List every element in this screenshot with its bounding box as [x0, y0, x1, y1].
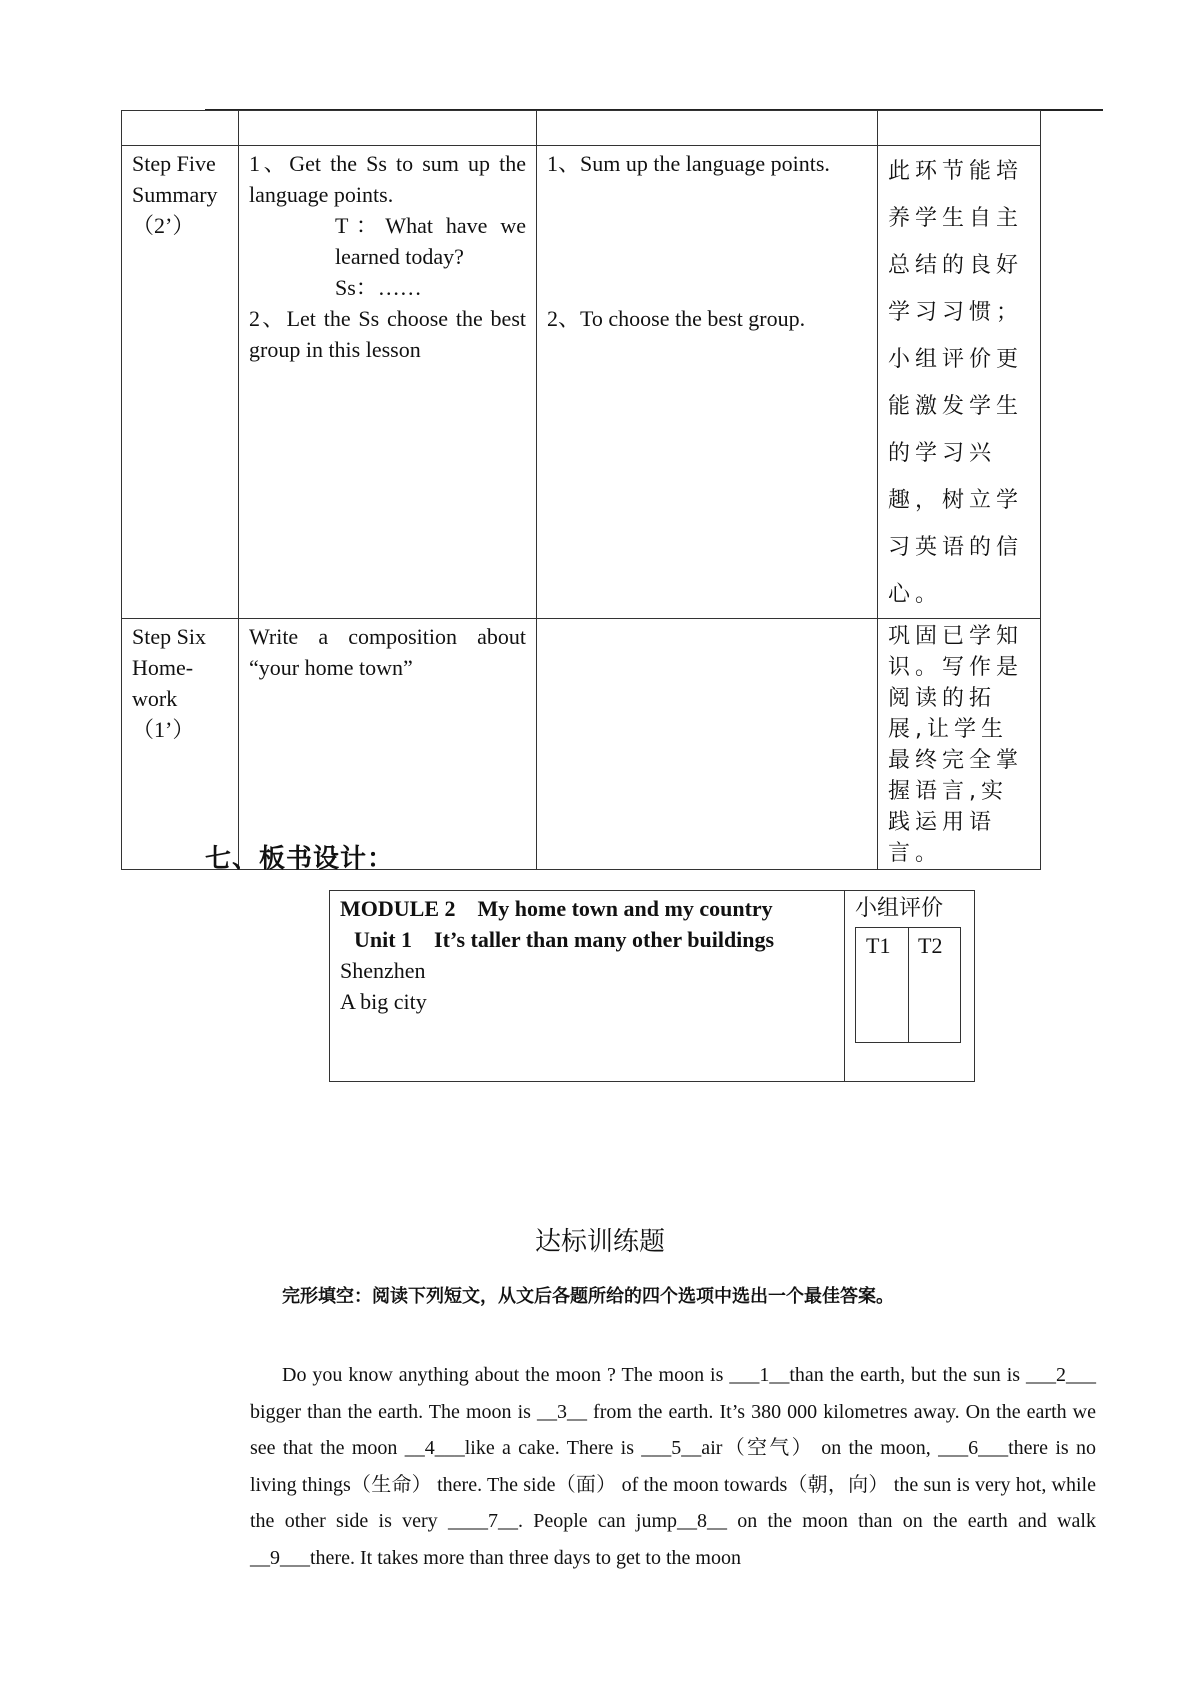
section-title: 七、板书设计： [205, 844, 395, 874]
teacher-activity: Write a composition about “your home town” [239, 619, 537, 870]
group-eval-title: 小组评价 [855, 896, 944, 921]
board-line: Shenzhen [340, 958, 426, 983]
team-label: T1 [866, 933, 891, 958]
table-row-step-five [122, 146, 1041, 619]
divider [908, 928, 909, 1042]
table-cell [239, 111, 537, 146]
table-cell [122, 111, 239, 146]
team-label: T2 [918, 933, 943, 958]
design-purpose: 巩固已学知识。写作是阅读的拓展,让学生最终完全掌握语言,实践运用语言。 [878, 619, 1041, 870]
blackboard-design [329, 890, 975, 1082]
divider [844, 891, 845, 1081]
lesson-plan-table [121, 110, 1041, 870]
teacher-activity: 1、Get the Ss to sum up the language points. T：What have we learned today? Ss：…… 2、Let the Ss choose the best group in this lesson [239, 146, 537, 619]
unit-title: Unit 1 It’s taller than many other buildings [354, 927, 775, 952]
exercise-title: 达标训练题 [534, 1227, 665, 1257]
passage-text: Do you know anything about the moon ? The moon is ___1__than the earth, but the sun is ___2___ bigger than the earth. The moon is __3__ from the earth. It’s 380 000 kilometres away. On the earth we see that the moon __4___like a cake. There is ___5__air（空气） on the moon, ___6___there is no living things（生命） there. The side（面） of the moon towards（朝，向） the sun is very hot, while the other side is very ____7__. People can jump__8__ on the moon than on the earth and walk __9___there. It takes more than three days to get to the moon [250, 1364, 1096, 1569]
design-purpose: 此环节能培养学生自主总结的良好学习习惯；小组评价更能激发学生的学习兴趣，树立学习英语的信心。 [878, 146, 1041, 619]
team-score-box [855, 927, 961, 1043]
student-activity: 1、Sum up the language points. 2、To choose the best group. [537, 146, 878, 619]
step-label: Step Six Home- work （1’） [122, 619, 239, 870]
table-row-blank [122, 111, 1041, 146]
board-content [340, 893, 840, 1017]
student-activity [537, 619, 878, 870]
table-cell [537, 111, 878, 146]
module-title: MODULE 2 My home town and my country [340, 896, 773, 921]
cloze-passage [250, 1357, 1096, 1576]
table-row-step-six [122, 619, 1041, 870]
step-label: Step Five Summary （2’） [122, 146, 239, 619]
board-line: A big city [340, 989, 427, 1014]
table-cell [878, 111, 1041, 146]
exercise-instruction: 完形填空：阅读下列短文，从文后各题所给的四个选项中选出一个最佳答案。 [282, 1286, 894, 1307]
